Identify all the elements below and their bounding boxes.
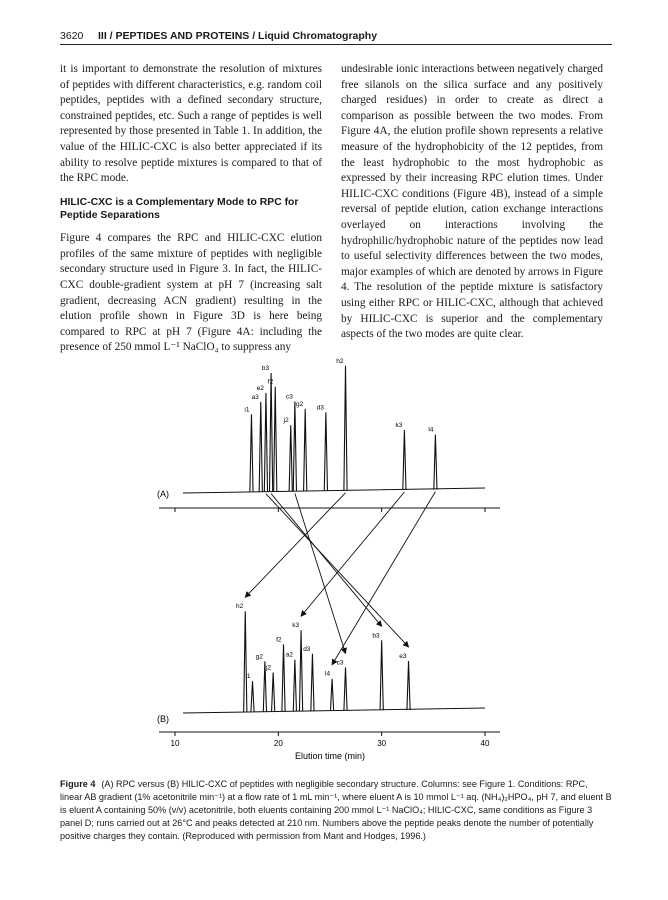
caption-text: (A) RPC versus (B) HILIC-CXC of peptides with negligible secondary structure. Columns: see Figure 1. Conditions: RPC, linear AB gradient (1% acetonitrile min⁻¹) at a flow rate of 1 mL min⁻¹, where eluent A is 10 mmol L⁻¹ aq. (NH₄)₂HPO₄, pH 7, and eluent B is eluent A containing 50% (v/v) acetonitrile, both eluents containing 200 mmol L⁻¹ NaClO₄; HILIC-CXC, same conditions as Figure 3 panel D; runs carried out at 26°C and peaks detected at 210 nm. Numbers above the peptide peaks denote the number of potentially positive charges they contain. (Reproduced with permission from Mant and Hodges, 1996.) — [60, 779, 612, 841]
b-peak-i1 — [251, 681, 254, 712]
arrow-k3-to-k3 — [301, 492, 404, 616]
a-peak-label-c3: c3 — [285, 393, 293, 401]
x-tick-label-40: 40 — [480, 739, 490, 748]
b-peak-label-j2: j2 — [266, 664, 272, 672]
a-peak-e2 — [264, 393, 267, 492]
panel-a-label: (A) — [157, 489, 169, 499]
b-peak-label-a2: a2 — [285, 651, 293, 659]
left-column — [60, 62, 322, 356]
arrow-l4-to-l4 — [332, 492, 435, 665]
a-peak-label-b3: b3 — [261, 364, 270, 372]
left-paragraph-2: Figure 4 compares the RPC and HILIC-CXC elution profiles of the same mixture of peptides with negligible secondary structure used in Figure 3. In fact, the HILIC-CXC double-gradient system at pH 7 (increasing salt gradient, decreasing ACN gradient) resulting in the elution profile shown in Figure 3D is here being compared to RPC at pH 7 (Figure 4A: including the presence of 250 mmol L⁻¹ NaClO₄ to suppress any — [60, 232, 322, 354]
b-peak-e3 — [407, 661, 410, 710]
a-baseline — [183, 488, 485, 493]
a-peak-k3 — [403, 430, 406, 490]
x-tick-label-10: 10 — [170, 739, 180, 748]
b-peak-label-i1: i1 — [245, 673, 251, 681]
a-peak-label-d3: d3 — [316, 404, 324, 412]
a-peak-g2 — [304, 409, 307, 492]
a-peak-j2 — [289, 425, 292, 491]
right-paragraph: undesirable ionic interactions between negatively charged free silanols on the silica surface and any positively charged residues) in order to create as direct a comparison as possible between the two modes. From Figure 4A, the elution profile shown represents a relative measure of the hydrophobicity of the 12 peptides, from the least hydrophobic to the most hydrophobic as expressed by their increasing RPC elution times. Under HILIC-CXC conditions (Figure 4B), instead of a simple reversal of peptide elution, cation exchange interactions overlayed on interactions involving the hydrophilic/hydrophobic nature of the peptides now lead to useful selectivity differences between the two modes, major examples of which are denoted by arrows in Figure 4. The resolution of the peptide mixture is satisfactory using either RPC or HILIC-CXC, although that achieved by HILIC-CXC is superior and the complementary aspects of the two modes are quite clear. — [341, 63, 603, 341]
b-peak-label-g2: g2 — [255, 653, 263, 661]
arrow-b3-to-b3 — [271, 494, 382, 630]
b-peak-label-l4: l4 — [325, 670, 331, 678]
x-tick-label-30: 30 — [377, 739, 387, 748]
a-peak-a3 — [259, 402, 262, 492]
b-peak-b3 — [380, 640, 383, 710]
b-peak-k3 — [299, 630, 302, 711]
caption-label: Figure 4 — [60, 779, 96, 789]
right-column — [341, 62, 603, 343]
b-peak-label-b3: b3 — [372, 632, 380, 640]
a-peak-label-k3: k3 — [395, 422, 403, 430]
b-peak-f2 — [282, 644, 285, 711]
a-peak-label-j2: j2 — [283, 417, 289, 425]
b-peak-d3 — [311, 654, 314, 711]
a-peak-l4 — [434, 435, 437, 490]
figure-caption — [60, 778, 612, 843]
a-peak-d3 — [324, 412, 327, 491]
a-peak-label-h2: h2 — [336, 357, 344, 365]
b-peak-a2 — [293, 660, 296, 712]
b-peak-label-h2: h2 — [236, 603, 244, 611]
b-peak-label-e3: e3 — [399, 652, 407, 660]
b-peak-label-f2: f2 — [276, 636, 282, 644]
header-rule — [60, 44, 612, 45]
a-peak-label-e2: e2 — [256, 385, 264, 393]
page-number: 3620 — [60, 30, 84, 42]
b-peak-c3 — [344, 667, 347, 710]
b-peak-label-c3: c3 — [336, 659, 344, 667]
a-peak-label-a3: a3 — [251, 393, 259, 401]
figure-4 — [145, 352, 515, 772]
panel-b-label: (B) — [157, 714, 169, 724]
section-heading: HILIC-CXC is a Complementary Mode to RPC for Peptide Separations — [60, 196, 299, 221]
a-peak-label-i1: i1 — [244, 406, 250, 414]
x-tick-label-20: 20 — [273, 739, 283, 748]
b-peak-h2 — [244, 611, 247, 712]
left-paragraph-1: it is important to demonstrate the resolution of mixtures of peptides with different characteristics, e.g. random coil peptides, peptides with a defined secondary structure, constrained peptides, etc. Such a range of peptides is well represented by those presented in Table 1. In addition, the value of the HILIC-CXC is also better appreciated if its ability to resolve peptide mixtures is compared to that of the RPC mode. — [60, 63, 322, 185]
chromatogram-figure — [145, 352, 515, 772]
a-peak-label-f2: f2 — [267, 378, 274, 386]
x-axis-label: Elution time (min) — [294, 751, 366, 761]
b-peak-label-k3: k3 — [292, 622, 300, 630]
a-peak-i1 — [250, 414, 253, 492]
running-title: III / PEPTIDES AND PROTEINS / Liquid Chromatography — [98, 30, 378, 42]
b-peak-label-d3: d3 — [303, 645, 311, 653]
b-peak-j2 — [272, 672, 275, 711]
b-peak-l4 — [330, 679, 333, 711]
a-peak-f2 — [274, 387, 277, 492]
a-peak-h2 — [344, 366, 347, 491]
a-peak-c3 — [293, 401, 296, 491]
arrow-e2-to-e3 — [266, 494, 409, 647]
a-peak-label-g2: g2 — [295, 400, 304, 408]
a-peak-label-l4: l4 — [428, 426, 434, 434]
